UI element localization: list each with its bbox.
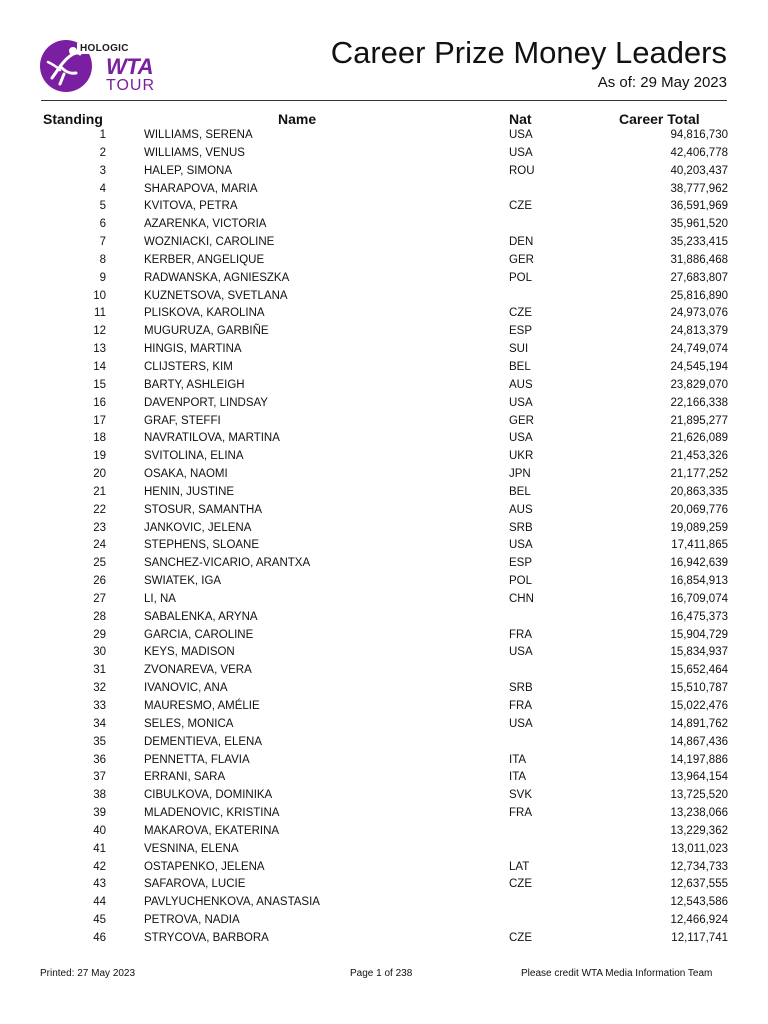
career-total-cell: 25,816,890 [670,289,728,302]
name-cell: DAVENPORT, LINDSAY [144,396,268,409]
table-row [0,359,768,377]
standing-cell: 11 [94,307,106,320]
wta-logo [36,38,166,98]
career-total-cell: 17,411,865 [671,539,728,552]
standing-cell: 24 [93,539,106,552]
nat-cell: LAT [509,860,530,873]
career-total-cell: 16,475,373 [670,610,728,623]
name-cell: STRYCOVA, BARBORA [144,931,269,944]
table-row [0,252,768,270]
nat-cell: JPN [509,468,531,481]
nat-cell: USA [509,646,533,659]
career-total-cell: 36,591,969 [670,200,728,213]
table-row [0,912,768,930]
name-cell: HENIN, JUSTINE [144,485,235,498]
standing-cell: 22 [93,503,106,516]
standing-cell: 3 [99,164,106,177]
nat-cell: BEL [509,360,531,373]
nat-cell: ITA [509,771,527,784]
career-total-cell: 27,683,807 [670,271,728,284]
career-total-cell: 31,886,468 [670,253,728,266]
nat-cell: SRB [509,682,533,695]
table-row [0,502,768,520]
standing-cell: 23 [93,521,106,534]
name-cell: GARCIA, CAROLINE [144,628,254,641]
standing-cell: 33 [93,700,106,712]
standing-cell: 44 [93,896,106,909]
standing-cell: 35 [93,735,106,748]
standing-cell: 10 [93,289,106,302]
logo-hologic-text: HOLOGIC [77,43,132,54]
career-total-cell: 21,895,277 [670,414,728,427]
table-row [0,787,768,805]
career-total-cell: 24,813,379 [670,325,728,338]
name-cell: STOSUR, SAMANTHA [144,503,262,516]
name-cell: AZARENKA, VICTORIA [144,218,267,231]
career-total-cell: 22,166,338 [670,396,728,409]
nat-cell: CHN [509,592,534,605]
table-row [0,145,768,163]
credit-note: Please credit WTA Media Information Team [521,968,713,979]
name-cell: VESNINA, ELENA [144,842,239,855]
standing-cell: 26 [93,575,106,588]
nat-cell: USA [509,717,533,730]
table-row [0,198,768,216]
standing-cell: 41 [93,842,106,855]
name-cell: PETROVA, NADIA [144,914,240,927]
table-row [0,894,768,912]
career-total-cell: 15,834,937 [670,646,728,659]
table-row [0,823,768,841]
name-cell: CLIJSTERS, KIM [144,360,233,373]
nat-cell: ITA [509,753,527,766]
standing-cell: 16 [93,396,106,409]
career-total-cell: 35,233,415 [670,236,728,249]
career-total-cell: 94,816,730 [670,129,728,141]
nat-cell: SUI [509,343,529,356]
standing-cell: 2 [99,146,106,159]
name-cell: STEPHENS, SLOANE [144,539,260,552]
standing-cell: 15 [93,378,106,391]
table-row [0,573,768,591]
table-row [0,163,768,181]
nat-cell: POL [509,271,533,284]
career-total-cell: 12,466,924 [670,914,728,927]
nat-cell: ESP [509,557,533,570]
standing-cell: 25 [93,557,106,570]
career-total-cell: 12,637,555 [670,878,728,891]
column-header-standing: Standing [43,111,103,127]
table-row [0,752,768,770]
career-total-cell: 24,973,076 [670,307,728,320]
name-cell: SHARAPOVA, MARIA [144,182,258,195]
table-row [0,555,768,573]
career-total-cell: 24,749,074 [670,343,728,356]
standing-cell: 19 [93,450,106,463]
table-row [0,627,768,645]
table-row [0,288,768,306]
table-row [0,413,768,431]
career-total-cell: 16,854,913 [670,575,728,588]
career-total-cell: 13,229,362 [670,824,728,837]
standing-cell: 42 [93,860,106,873]
name-cell: IVANOVIC, ANA [144,682,228,695]
column-header-nat: Nat [509,111,532,127]
name-cell: HINGIS, MARTINA [144,343,242,356]
career-total-cell: 13,238,066 [670,807,728,820]
standing-cell: 39 [93,807,106,820]
name-cell: SWIATEK, IGA [144,575,222,588]
page-number: Page 1 of 238 [350,968,413,979]
career-total-cell: 12,543,586 [670,896,728,909]
table-row [0,805,768,823]
standing-cell: 9 [99,271,106,284]
standing-cell: 18 [93,432,106,445]
table-row [0,520,768,538]
standing-cell: 13 [93,343,106,356]
standing-cell: 14 [93,360,106,373]
column-header-name: Name [278,111,317,127]
career-total-cell: 21,453,326 [670,450,728,463]
nat-cell: USA [509,539,533,552]
nat-cell: AUS [509,378,533,391]
nat-cell: DEN [509,236,534,249]
name-cell: MAURESMO, AMÉLIE [144,700,260,712]
career-total-cell: 12,734,733 [670,860,728,873]
career-total-cell: 15,022,476 [670,700,728,712]
standing-cell: 17 [93,414,106,427]
career-total-cell: 14,197,886 [670,753,728,766]
standing-cell: 46 [93,931,106,944]
career-total-cell: 13,725,520 [670,789,728,802]
standing-cell: 32 [93,682,106,695]
nat-cell: SVK [509,789,533,802]
nat-cell: ESP [509,325,533,338]
name-cell: ZVONAREVA, VERA [144,664,252,677]
nat-cell: USA [509,146,533,159]
name-cell: KERBER, ANGELIQUE [144,253,265,266]
name-cell: WILLIAMS, SERENA [144,129,253,141]
page-title: Career Prize Money Leaders [330,35,727,70]
table-row [0,680,768,698]
standing-cell: 21 [93,485,106,498]
career-total-cell: 42,406,778 [670,146,728,159]
career-total-cell: 23,829,070 [670,378,728,391]
standing-cell: 1 [99,129,106,141]
standing-cell: 31 [93,664,106,677]
nat-cell: CZE [509,307,532,320]
table-row [0,698,768,716]
name-cell: JANKOVIC, JELENA [144,521,252,534]
standing-cell: 37 [93,771,106,784]
table-row [0,644,768,662]
table-row [0,323,768,341]
standing-cell: 38 [93,789,106,802]
name-cell: SVITOLINA, ELINA [144,450,244,463]
standing-cell: 6 [99,218,106,231]
career-total-cell: 14,891,762 [670,717,728,730]
career-total-cell: 15,904,729 [670,628,728,641]
table-row [0,609,768,627]
standing-cell: 34 [93,717,106,730]
table-row [0,537,768,555]
career-total-cell: 20,069,776 [670,503,728,516]
table-row [0,181,768,199]
standing-cell: 8 [99,253,106,266]
nat-cell: FRA [509,700,532,712]
table-row [0,734,768,752]
name-cell: CIBULKOVA, DOMINIKA [144,789,273,802]
career-total-cell: 19,089,259 [670,521,728,534]
name-cell: SAFAROVA, LUCIE [144,878,246,891]
nat-cell: USA [509,432,533,445]
standing-cell: 28 [93,610,106,623]
table-row [0,234,768,252]
nat-cell: CZE [509,931,532,944]
name-cell: PLISKOVA, KAROLINA [144,307,265,320]
name-cell: NAVRATILOVA, MARTINA [144,432,280,445]
name-cell: KVITOVA, PETRA [144,200,238,213]
career-total-cell: 38,777,962 [670,182,728,195]
standing-cell: 5 [99,200,106,213]
career-total-cell: 16,709,074 [670,592,728,605]
career-total-cell: 15,510,787 [670,682,728,695]
name-cell: OSTAPENKO, JELENA [144,860,265,873]
column-header-career-total: Career Total [619,111,700,127]
career-total-cell: 12,117,741 [671,931,728,944]
name-cell: SELES, MONICA [144,717,234,730]
table-row [0,127,768,145]
name-cell: SABALENKA, ARYNA [144,610,258,623]
career-total-cell: 13,964,154 [670,771,728,784]
table-row [0,841,768,859]
nat-cell: SRB [509,521,533,534]
name-cell: KEYS, MADISON [144,646,235,659]
table-row [0,466,768,484]
table-row [0,876,768,894]
name-cell: PAVLYUCHENKOVA, ANASTASIA [144,896,320,909]
name-cell: WOZNIACKI, CAROLINE [144,236,275,249]
nat-cell: AUS [509,503,533,516]
name-cell: SANCHEZ-VICARIO, ARANTXA [144,557,311,570]
career-total-cell: 20,863,335 [670,485,728,498]
table-row [0,395,768,413]
nat-cell: CZE [509,878,532,891]
standing-cell: 45 [93,914,106,927]
standing-cell: 29 [93,628,106,641]
standing-cell: 4 [99,182,106,195]
header-divider [41,100,727,101]
table-row [0,377,768,395]
standing-cell: 40 [93,824,106,837]
name-cell: GRAF, STEFFI [144,414,221,427]
name-cell: DEMENTIEVA, ELENA [144,735,263,748]
career-total-cell: 13,011,023 [671,842,728,855]
table-row [0,270,768,288]
name-cell: RADWANSKA, AGNIESZKA [144,271,290,284]
standing-cell: 43 [93,878,106,891]
nat-cell: USA [509,396,533,409]
table-row [0,448,768,466]
career-total-cell: 16,942,639 [670,557,728,570]
prize-money-table [0,127,768,948]
career-total-cell: 24,545,194 [670,360,728,373]
nat-cell: FRA [509,628,532,641]
logo-wta-text: WTA [106,54,153,79]
nat-cell: CZE [509,200,532,213]
printed-date: Printed: 27 May 2023 [40,968,136,979]
career-total-cell: 35,961,520 [670,218,728,231]
standing-cell: 27 [93,592,106,605]
nat-cell: ROU [509,164,535,177]
nat-cell: USA [509,129,533,141]
name-cell: MUGURUZA, GARBIÑE [144,325,269,338]
table-row [0,662,768,680]
table-row [0,216,768,234]
nat-cell: POL [509,575,533,588]
standing-cell: 7 [99,236,106,249]
career-total-cell: 21,626,089 [670,432,728,445]
table-row [0,484,768,502]
nat-cell: FRA [509,807,532,820]
name-cell: MLADENOVIC, KRISTINA [144,807,280,820]
table-row [0,591,768,609]
table-row [0,341,768,359]
nat-cell: GER [509,414,534,427]
table-row [0,930,768,948]
name-cell: WILLIAMS, VENUS [144,146,245,159]
as-of-date: As of: 29 May 2023 [597,74,727,91]
standing-cell: 20 [93,468,106,481]
nat-cell: UKR [509,450,534,463]
table-row [0,859,768,877]
career-total-cell: 15,652,464 [670,664,728,677]
name-cell: ERRANI, SARA [144,771,226,784]
career-total-cell: 21,177,252 [670,468,728,481]
name-cell: MAKAROVA, EKATERINA [144,824,280,837]
name-cell: HALEP, SIMONA [144,164,232,177]
name-cell: LI, NA [144,592,176,605]
career-total-cell: 40,203,437 [670,164,728,177]
table-row [0,430,768,448]
logo-tour-text: TOUR [106,77,156,94]
name-cell: KUZNETSOVA, SVETLANA [144,289,288,302]
name-cell: PENNETTA, FLAVIA [144,753,250,766]
name-cell: OSAKA, NAOMI [144,468,228,481]
nat-cell: GER [509,253,534,266]
standing-cell: 36 [93,753,106,766]
nat-cell: BEL [509,485,531,498]
table-row [0,716,768,734]
career-total-cell: 14,867,436 [670,735,728,748]
table-row [0,769,768,787]
standing-cell: 12 [93,325,106,338]
standing-cell: 30 [93,646,106,659]
table-row [0,305,768,323]
name-cell: BARTY, ASHLEIGH [144,378,245,391]
